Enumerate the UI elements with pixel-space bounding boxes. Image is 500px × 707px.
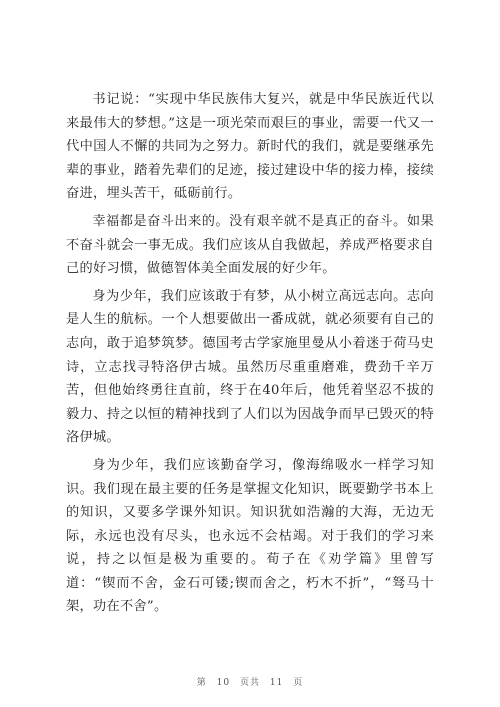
footer-current-page: 10 bbox=[216, 678, 231, 688]
footer-mid: 页共 bbox=[239, 678, 260, 688]
paragraph-3: 身为少年，我们应该敢于有梦，从小树立高远志向。志向是人生的航标。一个人想要做出一番成就，就必须要有自己的志向，敢于追梦筑梦。德国考古学家施里曼从小着迷于荷马史诗，立志找寻特洛伊古城。虽然历尽重重磨难，费劲千辛万苦，但他始终勇往直前，终于在40年后，他凭着坚忍不拔的毅力、持之以恒的精神找到了人们以为因战争而早已毁灭的特洛伊城。 bbox=[66, 288, 434, 446]
footer-suffix: 页 bbox=[293, 678, 304, 688]
paragraph-1: 书记说：“实现中华民族伟大复兴，就是中华民族近代以来最伟大的梦想。”这是一项光荣而艰巨的事业，需要一代又一代中国人不懈的共同为之努力。新时代的我们，就是要继承先辈的事业，踏着先辈们的足迹，接过建设中华的接力棒，接续奋进，埋头苦干，砥砺前行。 bbox=[66, 92, 434, 202]
footer-prefix: 第 bbox=[196, 678, 207, 688]
paragraph-2: 幸福都是奋斗出来的。没有艰辛就不是真正的奋斗。如果不奋斗就会一事无成。我们应该从自我做起，养成严格要求自己的好习惯，做德智体美全面发展的好少年。 bbox=[66, 213, 434, 277]
paragraph-4: 身为少年，我们应该勤奋学习，像海绵吸水一样学习知识。我们现在最主要的任务是掌握文化知识，既要勤学书本上的知识，又要多学课外知识。知识犹如浩瀚的大海，无边无际，永远也没有尽头，也永远不会枯竭。对于我们的学习来说，持之以恒是极为重要的。荀子在《劝学篇》里曾写道：“锲而不舍，金石可镂;锲而舍之，朽木不折”，“驽马十架，功在不舍”。 bbox=[66, 457, 434, 615]
page-footer bbox=[0, 675, 500, 688]
footer-total-pages: 11 bbox=[269, 678, 284, 688]
document-body bbox=[66, 88, 434, 623]
